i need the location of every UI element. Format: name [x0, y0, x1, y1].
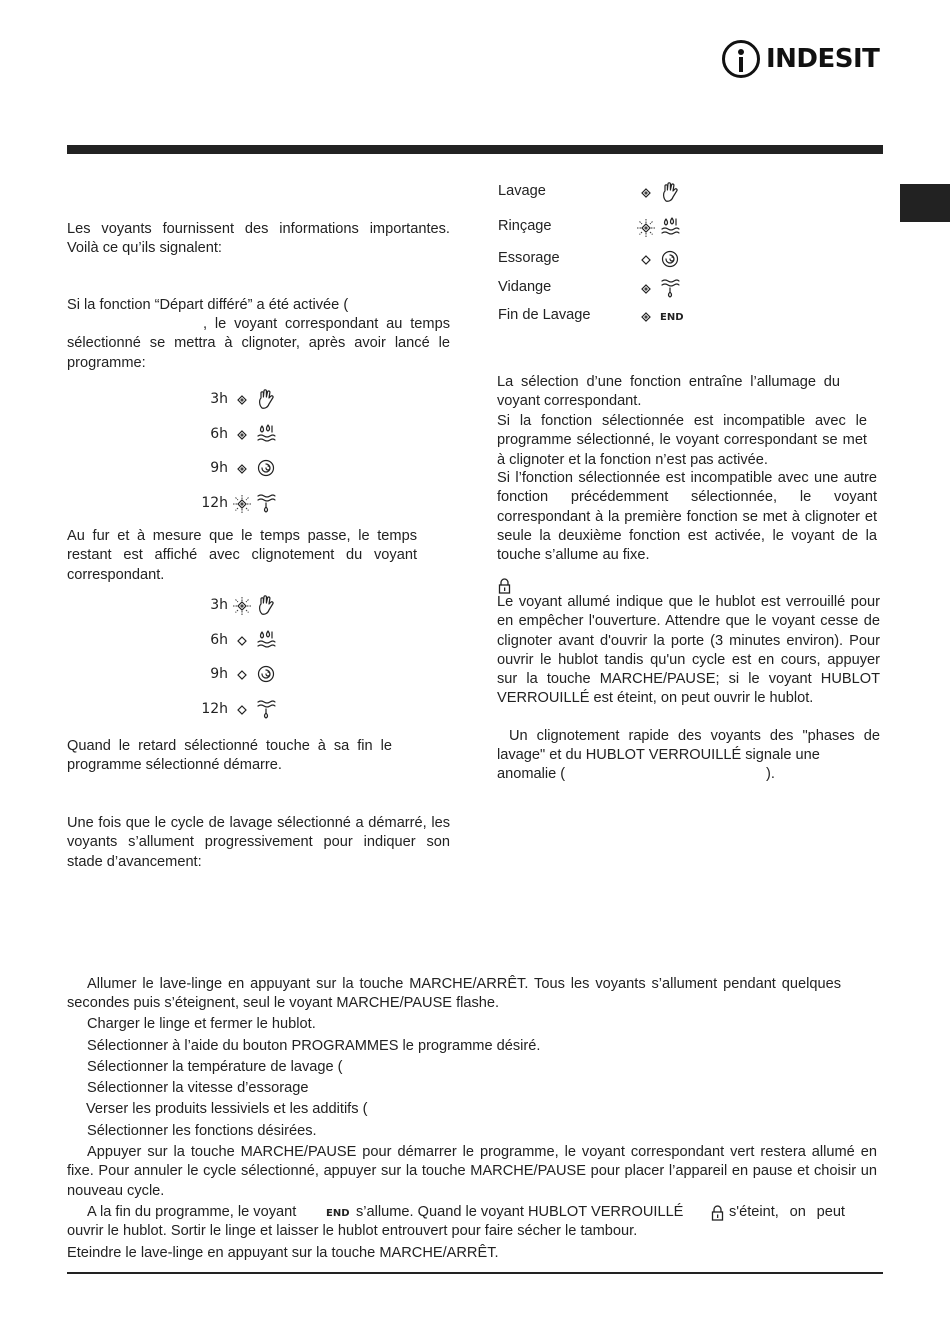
delay-text-2: , le voyant correspondant au temps sélectionné se mettra à clignoter, après avoir lancé le programme:	[67, 316, 450, 371]
step-6: Verser les produits lessiviels et les additifs (	[86, 1101, 368, 1117]
wash-hand-icon	[256, 388, 276, 410]
drain-icon	[660, 277, 680, 299]
led-on-icon	[636, 279, 656, 299]
delay-time-label: 9h	[210, 460, 228, 477]
delay-end-text: Quand le retard sélectionné touche à sa fin le programme sélectionné démarre.	[67, 738, 392, 774]
progress-text: Une fois que le cycle de lavage sélectionné a démarré, les voyants s’allument progressivement pour indiquer son stade d’avancement:	[67, 815, 450, 870]
delay-text-1: Si la fonction “Départ différé” a été activée (	[67, 297, 349, 313]
indesit-logo	[722, 40, 879, 78]
end-indicator-text: END	[326, 1208, 350, 1219]
bottom-rule	[67, 1272, 883, 1274]
spin-icon	[256, 663, 276, 685]
step-3: Sélectionner à l’aide du bouton PROGRAMMES le programme désiré.	[87, 1038, 541, 1054]
delay-row	[198, 698, 278, 722]
led-blinking-icon	[636, 218, 656, 238]
step-9-a: A la fin du programme, le voyant	[87, 1204, 297, 1220]
anomaly-text-1: Un clignotement rapide des voyants des "phases de lavage" et du HUBLOT VERROUILLÉ signale une	[497, 728, 880, 764]
indesit-logo-mark	[722, 40, 760, 78]
phase-label: Fin de Lavage	[498, 307, 591, 323]
functions-text-1: La sélection d’une fonction entraîne l’allumage du voyant correspondant.	[497, 374, 840, 410]
step-4: Sélectionner la température de lavage (	[87, 1059, 343, 1075]
led-off-icon	[636, 250, 656, 270]
step-2: Charger le linge et fermer le hublot.	[87, 1016, 316, 1032]
anomaly-text-2-end: ).	[766, 766, 775, 782]
indesit-logo-text: INDESIT	[766, 44, 880, 74]
delay-row	[198, 594, 278, 618]
delay-row	[198, 629, 278, 653]
led-off-icon	[232, 665, 252, 685]
step-5: Sélectionner la vitesse d’essorage	[87, 1080, 309, 1096]
step-8: Appuyer sur la touche MARCHE/PAUSE pour démarrer le programme, le voyant correspondant vert restera allumé en fixe. Pour annuler le cycle sélectionné, appuyer sur la touche MARCHE/PAUSE pour placer l’appareil en pause et choisir un nouveau cycle.	[67, 1144, 877, 1199]
step-9-c: s'éteint, on peut ouvrir le hublot. Sortir le linge et laisser le hublot entrouvert pour faire sécher le tambour.	[67, 1204, 845, 1240]
phase-label: Lavage	[498, 183, 546, 199]
phase-label: Vidange	[498, 279, 552, 295]
delay-row	[198, 663, 278, 687]
spin-icon	[256, 457, 276, 479]
led-on-icon	[232, 459, 252, 479]
delay-time-label: 6h	[210, 631, 228, 648]
rinse-icon	[660, 216, 680, 238]
drain-icon	[256, 492, 276, 514]
delay-row	[198, 492, 278, 516]
delay-time-label: 12h	[201, 495, 228, 512]
rinse-icon	[256, 423, 276, 445]
led-blinking-icon	[232, 494, 252, 514]
top-rule	[67, 145, 883, 154]
door-lock-icon	[498, 578, 511, 594]
door-lock-text: Le voyant allumé indique que le hublot est verrouillé pour en empêcher l'ouverture. Attendre que le voyant cesse de clignoter avant d'ouvrir la porte (3 minutes environ). Pour ouvrir le hublot tandis qu'un cycle est en cours, appuyer sur la touche MARCHE/PAUSE; si le voyant HUBLOT VERROUILLÉ est éteint, on peut ouvrir le hublot.	[497, 594, 880, 707]
spin-icon	[660, 248, 680, 270]
delay-time-label: 9h	[210, 666, 228, 683]
step-1: Allumer le lave-linge en appuyant sur la touche MARCHE/ARRÊT. Tous les voyants s’allument pendant quelques secondes puis s’éteignent, seul le voyant MARCHE/PAUSE flashe.	[67, 976, 841, 1012]
led-on-icon	[636, 307, 656, 327]
delay-time-label: 3h	[210, 597, 228, 613]
led-on-icon	[232, 390, 252, 410]
delay-time-label: 3h	[210, 391, 228, 407]
phase-label: Essorage	[498, 250, 560, 266]
led-blinking-icon	[232, 596, 252, 616]
functions-text-2: Si la fonction sélectionnée est incompatible avec le programme sélectionné, le voyant correspondant se met à clignoter et la fonction n’est pas activée.	[497, 413, 867, 468]
delay-row	[198, 388, 278, 412]
rinse-icon	[256, 629, 276, 651]
anomaly-text-2-start: anomalie (	[497, 766, 566, 782]
wash-hand-icon	[660, 181, 680, 203]
end-icon: END	[660, 312, 684, 323]
led-off-icon	[232, 631, 252, 651]
led-off-icon	[232, 700, 252, 720]
step-10: Eteindre le lave-linge en appuyant sur la touche MARCHE/ARRÊT.	[67, 1245, 499, 1261]
led-on-icon	[636, 183, 656, 203]
wash-hand-icon	[256, 594, 276, 616]
phase-label: Rinçage	[498, 218, 552, 234]
delay-time-label: 12h	[201, 701, 228, 718]
functions-text-3: Si l’fonction sélectionnée est incompatible avec une autre fonction précédemment sélectionnée, le voyant correspondant à la première fonction se met à clignoter et seule la deuxième fonction est activée, le voyant de la touche s’allume au fixe.	[497, 470, 877, 564]
led-on-icon	[232, 425, 252, 445]
language-tab	[900, 184, 950, 222]
delay-row	[198, 423, 278, 447]
remaining-time-text: Au fur et à mesure que le temps passe, le temps restant est affiché avec clignotement du voyant correspondant.	[67, 528, 417, 583]
step-7: Sélectionner les fonctions désirées.	[87, 1123, 317, 1139]
step-9-b: s’allume. Quand le voyant HUBLOT VERROUILLÉ	[356, 1204, 684, 1220]
drain-icon	[256, 698, 276, 720]
delay-row	[198, 457, 278, 481]
delay-time-label: 6h	[210, 425, 228, 442]
intro-text: Les voyants fournissent des informations importantes. Voilà ce qu’ils signalent:	[67, 221, 450, 257]
